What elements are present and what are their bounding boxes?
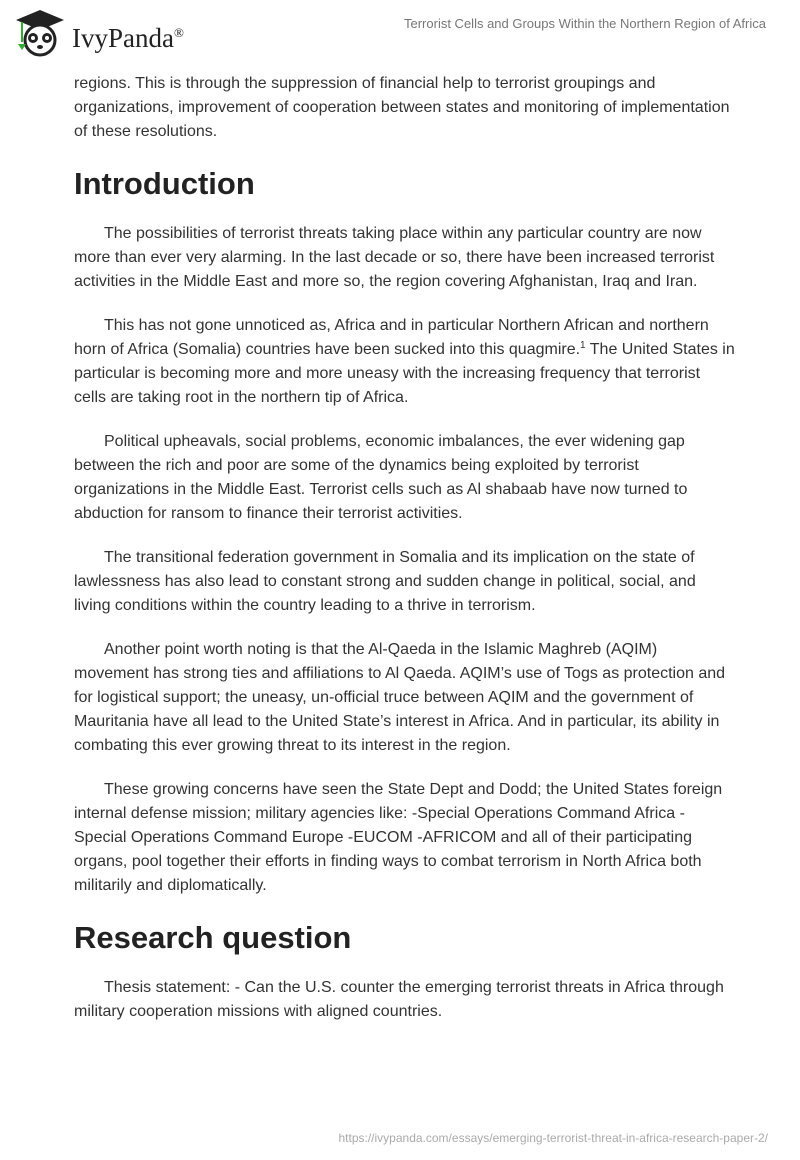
document-title: Terrorist Cells and Groups Within the Northern Region of Africa bbox=[404, 16, 766, 31]
footnote-link[interactable]: 1 bbox=[580, 340, 586, 351]
thesis-paragraph: Thesis statement: - Can the U.S. counter the emerging terrorist threats in Africa through military cooperation missions with aligned countries. bbox=[74, 979, 724, 1020]
intro-paragraph-5: Another point worth noting is that the Al-Qaeda in the Islamic Maghreb (AQIM) movement has strong ties and affiliations to Al Qaeda. AQIM’s use of Togs as protection and for logistical support; the uneasy, un-official truce between AQIM and the government of Mauritania have all lead to the United State’s interest in Africa. And in particular, its ability in combating this ever growing threat to its interest in the region. bbox=[74, 641, 726, 754]
introduction-heading: Introduction bbox=[74, 166, 255, 201]
intro-paragraph-2-text-a: This has not gone unnoticed as, Africa and in particular Northern African and northern horn of Africa (Somalia) countries have been sucked into this quagmire. bbox=[74, 317, 709, 358]
ivypanda-logo[interactable] bbox=[12, 8, 184, 58]
intro-paragraph-6: These growing concerns have seen the State Dept and Dodd; the United States foreign internal defense mission; military agencies like: -Special Operations Command Africa -Special Operations Command Europe -EUCOM -AFRICOM and all of their participating organs, pool together their efforts in finding ways to combat terrorism in North Africa both militarily and diplomatically. bbox=[74, 781, 723, 894]
panda-graduate-icon bbox=[12, 8, 68, 58]
source-url[interactable]: https://ivypanda.com/essays/emerging-terrorist-threat-in-africa-research-paper-2/ bbox=[338, 1131, 768, 1145]
intro-paragraph-3: Political upheavals, social problems, economic imbalances, the ever widening gap between the rich and poor are some of the dynamics being exploited by terrorist organizations in the Middle East. Terrorist cells such as Al shabaab have now turned to abduction for ransom to finance their terrorist activities. bbox=[74, 433, 688, 522]
essay-content bbox=[74, 72, 736, 1044]
intro-paragraph-2-text-b: The United States in particular is becoming more and more uneasy with the increasing frequency that terrorist cells are taking root in the northern tip of Africa. bbox=[74, 341, 735, 406]
lead-paragraph: regions. This is through the suppression of financial help to terrorist groupings and organizations, improvement of cooperation between states and monitoring of implementation of these resolutions. bbox=[74, 75, 730, 140]
intro-paragraph-2 bbox=[74, 314, 736, 410]
intro-paragraph-4: The transitional federation government in Somalia and its implication on the state of lawlessness has also lead to constant strong and sudden change in political, social, and living conditions within the country leading to a thrive in terrorism. bbox=[74, 549, 696, 614]
registered-mark: ® bbox=[173, 24, 184, 40]
research-question-heading: Research question bbox=[74, 920, 352, 955]
intro-paragraph-1: The possibilities of terrorist threats taking place within any particular country are now more than ever very alarming. In the last decade or so, there have been increased terrorist activities in the Middle East and more so, the region covering Afghanistan, Iraq and Iran. bbox=[74, 225, 715, 290]
logo-text: IvyPanda bbox=[72, 22, 174, 53]
